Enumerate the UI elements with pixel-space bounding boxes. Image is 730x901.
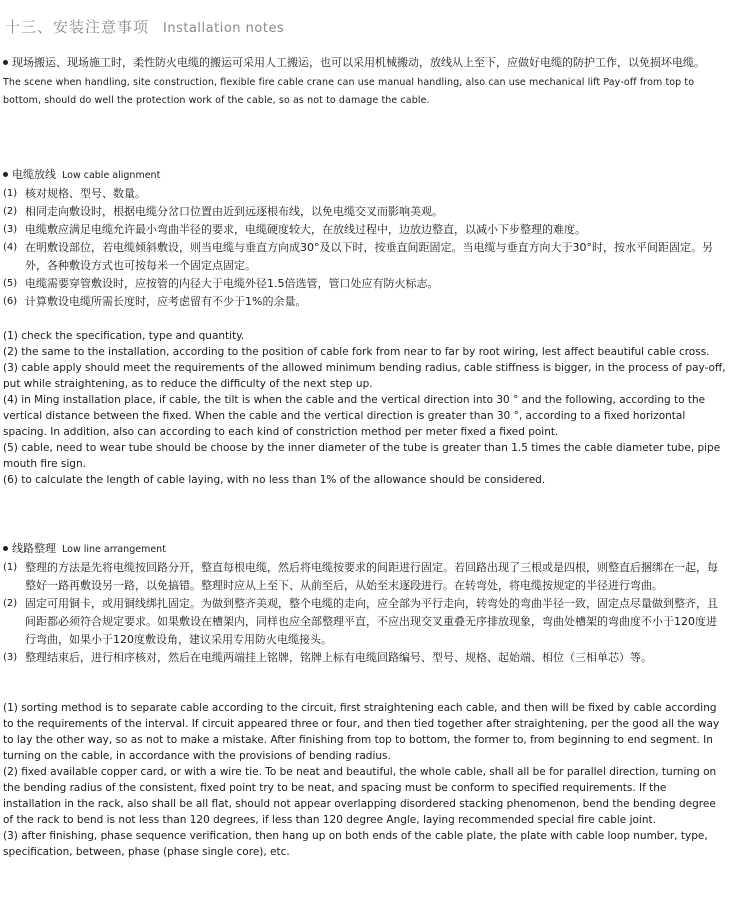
list-item [3,559,727,595]
paragraph: (6) to calculate the length of cable laying, with no less than 1% of the allowance should be considered. [3,474,546,486]
item-text: 在明敷设部位，若电缆倾斜敷设，则当电缆与垂直方向成30°及以下时，按垂直间距固定。当电缆与垂直方向大于30°时，按水平间距固定。另外，各种敷设方式也可按每米一个固定点固定。 [25,241,713,272]
list-item [3,275,727,293]
item-number: (1) [3,562,18,573]
item-text: 电缆敷应满足电缆允许最小弯曲半径的要求，电缆硬度较大，在放线过程中，边放边整直，以减小下步整理的难度。 [25,223,586,236]
intro-block [3,54,727,110]
paragraph: (2) the same to the installation, according to the position of cable fork from near to far by root wiring, lest affect beautiful cable cross. [3,346,710,358]
list-item [3,239,727,275]
heading-zh: 十三、安装注意事项 [5,18,150,36]
paragraph: (4) in Ming installation place, if cable, the tilt is when the cable and the vertical direction into 30 ° and the following, according to the vertical distance between the fixed. When the cable and the vertical direction is greater than 30 °, according to a fixed horizontal spacing. In addition, also can according to each kind of constriction method per meter fixed a fixed point. [3,394,706,438]
item-text: 固定可用铜卡，或用铜线绑扎固定。为做到整齐美观，整个电缆的走向，应全部为平行走向，转弯处的弯曲半径一致，固定点尽量做到整齐，且间距都必须符合规定要求。如果敷设在槽架内，同样也应全部整理平直，不应出现交叉重叠无序排放现象，弯曲处槽架的弯曲度不小于120度进行弯曲，如果小于120度敷设角，建议采用专用防火电缆接头。 [25,597,718,646]
list-item [3,595,727,649]
item-number: (3) [3,224,18,235]
paragraph: (3) cable apply should meet the requirements of the allowed minimum bending radius, cable stiffness is bigger, in the process of pay-off, put while straightening, as to reduce the difficulty of the next step up. [3,362,726,390]
page-heading [5,16,284,37]
section-cable-alignment [3,166,727,311]
bullet-icon [3,546,8,551]
item-number: (4) [3,242,18,253]
section2-en-list [3,700,727,860]
section-title: 线路整理 Low line arrangement [3,540,727,559]
paragraph: (3) after finishing, phase sequence verification, then hang up on both ends of the cable plate, the plate with cable loop number, type, specification, between, phase (phase single core), etc. [3,830,708,858]
item-number: (2) [3,598,18,609]
item-text: 电缆需要穿管敷设时，应按管的内径大于电缆外径1.5倍选管，管口处应有防火标志。 [25,277,439,290]
heading-en: Installation notes [163,21,285,36]
list-item [3,203,727,221]
item-text: 核对规格、型号、数量。 [25,187,146,200]
paragraph: (5) cable, need to wear tube should be choose by the inner diameter of the tube is greater than 1.5 times the cable diameter tube, pipe mouth fire sign. [3,442,721,470]
bullet-icon [3,172,8,177]
paragraph: (1) check the specification, type and quantity. [3,330,245,342]
item-text: 整理结束后，进行相序核对，然后在电缆两端挂上铭牌，铭牌上标有电缆回路编号、型号、规格、起始端、相位（三相单芯）等。 [25,651,652,664]
intro-en: The scene when handling, site construction, flexible fire cable crane can use manual handling, also can use mechanical lift Pay-off from top to bottom, should do well the protection work of the cable, so as not to damage the cable. [3,77,695,106]
item-number: (5) [3,278,18,289]
item-text: 相同走向敷设时，根据电缆分岔口位置由近到远逐根布线，以免电缆交叉而影响美观。 [25,205,443,218]
section1-en-list [3,328,727,488]
item-text: 计算敷设电缆所需长度时，应考虑留有不少于1%的余量。 [25,295,307,308]
section1-zh-list [3,185,727,311]
paragraph: (2) fixed available copper card, or with a wire tie. To be neat and beautiful, the whole cable, shall all be for parallel direction, turning on the bending radius of the consistent, fixed point try to be neat, and spacing must be conform to specified requirements. If the installation in the rack, also shall be all flat, should not appear overlapping disordered stacking phenomenon, bend the bending degree of the rack to bend is not less than 120 degrees, if less than 120 degree Angle, laying recommended special fire cable joint. [3,766,717,826]
item-number: (1) [3,188,18,199]
paragraph: (1) sorting method is to separate cable according to the circuit, first straightening each cable, and then will be fixed by cable according to the requirements of the interval. If circuit appeared three or four, and then tied together after straightening, per the good all the way to lay the other way, so as not to make a mistake. After finishing from top to bottom, the former to, from beginning to end segment. In turning on the cable, in accordance with the provisions of bending radius. [3,702,720,762]
bullet-icon [3,60,8,65]
section-title: 电缆放线 Low cable alignment [3,166,727,185]
list-item [3,221,727,239]
section2-zh-list [3,559,727,667]
list-item [3,185,727,203]
item-number: (2) [3,206,18,217]
item-number: (3) [3,652,18,663]
item-text: 整理的方法是先将电缆按回路分开，整直每根电缆，然后将电缆按要求的间距进行固定。若回路出现了三根或是四根，则整直后捆绑在一起，每整好一路再敷设另一路，以免搞错。整理时应从上至下、从前至后，从始至末逐段进行。在转弯处，将电缆按规定的半径进行弯曲。 [25,561,718,592]
list-item [3,649,727,667]
list-item [3,293,727,311]
section-line-arrangement [3,540,727,667]
intro-zh: 现场搬运、现场施工时，柔性防火电缆的搬运可采用人工搬运，也可以采用机械搬动，放线从上至下，应做好电缆的防护工作，以免损坏电缆。 [3,54,727,72]
item-number: (6) [3,296,18,307]
